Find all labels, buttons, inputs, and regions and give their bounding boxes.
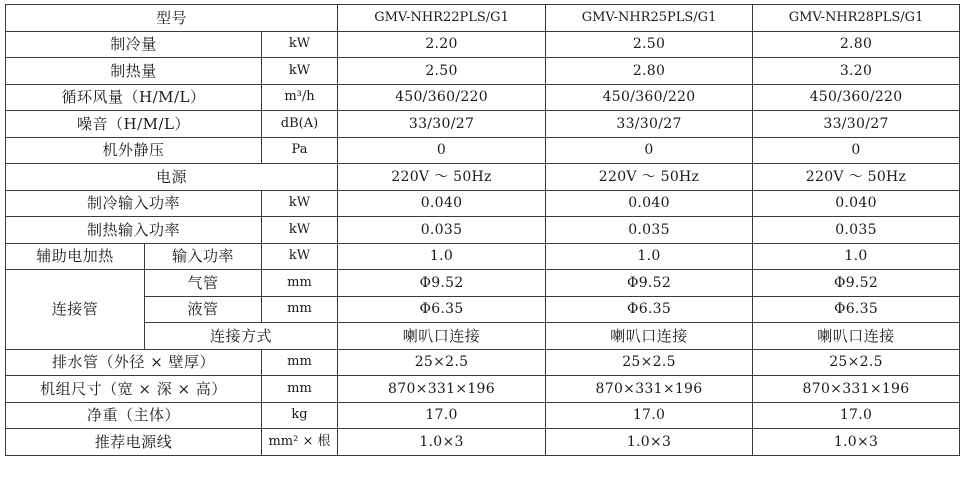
value-cell: 870×331×196	[338, 376, 546, 403]
row-label: 辅助电加热	[6, 243, 145, 270]
value-cell: 2.50	[338, 58, 546, 85]
value-cell: 1.0	[753, 243, 960, 270]
unit-cell: mm	[262, 349, 338, 376]
value-cell: 870×331×196	[753, 376, 960, 403]
value-cell: 25×2.5	[338, 349, 546, 376]
value-cell: 0	[546, 137, 753, 164]
table-row	[6, 84, 960, 111]
value-cell: 17.0	[546, 402, 753, 429]
value-cell: 0	[338, 137, 546, 164]
table-row	[6, 190, 960, 217]
unit-cell: kW	[262, 190, 338, 217]
table-row	[6, 323, 960, 350]
value-cell: 1.0×3	[546, 429, 753, 456]
value-cell: 17.0	[338, 402, 546, 429]
value-cell: Φ6.35	[338, 296, 546, 323]
row-sub-label: 气管	[145, 270, 262, 297]
table-row	[6, 429, 960, 456]
row-label: 推荐电源线	[6, 429, 262, 456]
value-cell: 2.80	[546, 58, 753, 85]
row-sub-label: 液管	[145, 296, 262, 323]
value-cell: 17.0	[753, 402, 960, 429]
table-row	[6, 217, 960, 244]
value-cell: 1.0	[546, 243, 753, 270]
model-header: GMV-NHR28PLS/G1	[753, 5, 960, 32]
spec-table	[5, 4, 960, 456]
table-row	[6, 243, 960, 270]
value-cell: 220V ～ 50Hz	[753, 164, 960, 191]
value-cell: 1.0×3	[753, 429, 960, 456]
table-row	[6, 270, 960, 297]
value-cell: 220V ～ 50Hz	[546, 164, 753, 191]
row-label: 机组尺寸（宽 × 深 × 高）	[6, 376, 262, 403]
value-cell: 0.040	[546, 190, 753, 217]
value-cell: 0.035	[338, 217, 546, 244]
value-cell: Φ6.35	[753, 296, 960, 323]
unit-cell: mm² × 根	[262, 429, 338, 456]
unit-cell: m³/h	[262, 84, 338, 111]
value-cell: 0.040	[753, 190, 960, 217]
row-label: 噪音（H/M/L）	[6, 111, 262, 138]
table-row	[6, 376, 960, 403]
value-cell: 0.035	[753, 217, 960, 244]
value-cell: 0.040	[338, 190, 546, 217]
unit-cell: mm	[262, 270, 338, 297]
row-label: 净重（主体）	[6, 402, 262, 429]
value-cell: 25×2.5	[753, 349, 960, 376]
value-cell: 0.035	[546, 217, 753, 244]
value-cell: 33/30/27	[753, 111, 960, 138]
unit-cell: Pa	[262, 137, 338, 164]
row-label: 制热输入功率	[6, 217, 262, 244]
row-label: 机外静压	[6, 137, 262, 164]
unit-cell: kW	[262, 58, 338, 85]
model-header: GMV-NHR22PLS/G1	[338, 5, 546, 32]
table-row	[6, 58, 960, 85]
value-cell: 1.0×3	[338, 429, 546, 456]
row-label: 制冷量	[6, 31, 262, 58]
row-label: 电源	[6, 164, 338, 191]
value-cell: 450/360/220	[753, 84, 960, 111]
value-cell: Φ9.52	[338, 270, 546, 297]
value-cell: 喇叭口连接	[546, 323, 753, 350]
row-label: 排水管（外径 × 壁厚）	[6, 349, 262, 376]
value-cell: 3.20	[753, 58, 960, 85]
value-cell: Φ9.52	[546, 270, 753, 297]
value-cell: 870×331×196	[546, 376, 753, 403]
unit-cell: kW	[262, 217, 338, 244]
row-label: 循环风量（H/M/L）	[6, 84, 262, 111]
table-row	[6, 296, 960, 323]
value-cell: 1.0	[338, 243, 546, 270]
value-cell: 220V ～ 50Hz	[338, 164, 546, 191]
value-cell: 0	[753, 137, 960, 164]
table-row	[6, 137, 960, 164]
value-cell: 25×2.5	[546, 349, 753, 376]
value-cell: 2.80	[753, 31, 960, 58]
table-row	[6, 402, 960, 429]
table-row	[6, 349, 960, 376]
row-sub-label: 连接方式	[145, 323, 338, 350]
row-label: 连接管	[6, 270, 145, 350]
unit-cell: kg	[262, 402, 338, 429]
value-cell: 喇叭口连接	[338, 323, 546, 350]
row-sub-label: 输入功率	[145, 243, 262, 270]
unit-cell: mm	[262, 376, 338, 403]
unit-cell: mm	[262, 296, 338, 323]
row-label: 制冷输入功率	[6, 190, 262, 217]
value-cell: Φ6.35	[546, 296, 753, 323]
value-cell: 450/360/220	[338, 84, 546, 111]
header-row	[6, 5, 960, 32]
unit-cell: kW	[262, 243, 338, 270]
table-row	[6, 164, 960, 191]
value-cell: 2.20	[338, 31, 546, 58]
table-row	[6, 111, 960, 138]
model-label: 型号	[6, 5, 338, 32]
value-cell: Φ9.52	[753, 270, 960, 297]
value-cell: 喇叭口连接	[753, 323, 960, 350]
value-cell: 33/30/27	[338, 111, 546, 138]
unit-cell: kW	[262, 31, 338, 58]
table-row	[6, 31, 960, 58]
value-cell: 450/360/220	[546, 84, 753, 111]
model-header: GMV-NHR25PLS/G1	[546, 5, 753, 32]
unit-cell: dB(A)	[262, 111, 338, 138]
value-cell: 33/30/27	[546, 111, 753, 138]
value-cell: 2.50	[546, 31, 753, 58]
row-label: 制热量	[6, 58, 262, 85]
